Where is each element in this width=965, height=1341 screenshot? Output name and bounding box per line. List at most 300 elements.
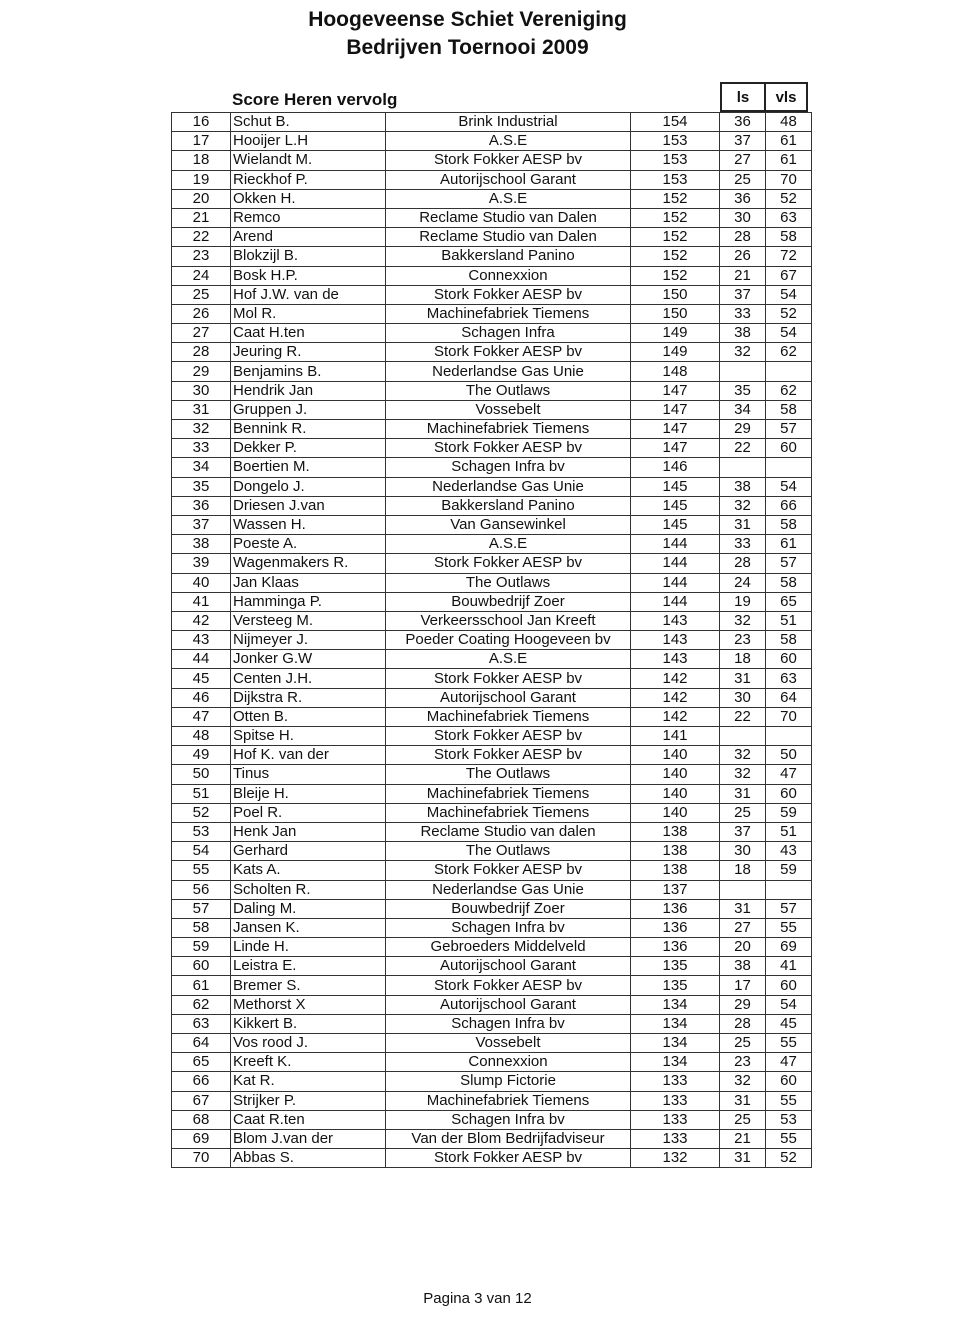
- score-cell: 135: [631, 976, 720, 995]
- ls-cell: 32: [720, 746, 766, 765]
- rank-cell: 55: [172, 861, 231, 880]
- ls-cell: [720, 727, 766, 746]
- ls-cell: 32: [720, 611, 766, 630]
- score-table: [171, 112, 812, 1168]
- table-row: [172, 957, 812, 976]
- ls-cell: 29: [720, 995, 766, 1014]
- ls-cell: 21: [720, 1129, 766, 1148]
- company-cell: Machinefabriek Tiemens: [386, 784, 631, 803]
- name-cell: Centen J.H.: [231, 669, 386, 688]
- company-cell: Poeder Coating Hoogeveen bv: [386, 631, 631, 650]
- score-cell: 152: [631, 228, 720, 247]
- name-cell: Versteeg M.: [231, 611, 386, 630]
- score-cell: 134: [631, 1053, 720, 1072]
- vls-cell: 66: [766, 496, 812, 515]
- table-row: [172, 803, 812, 822]
- table-row: [172, 611, 812, 630]
- ls-cell: [720, 880, 766, 899]
- table-row: [172, 266, 812, 285]
- table-row: [172, 381, 812, 400]
- table-row: [172, 1034, 812, 1053]
- name-cell: Poeste A.: [231, 535, 386, 554]
- table-row: [172, 650, 812, 669]
- score-cell: 147: [631, 400, 720, 419]
- vls-cell: 61: [766, 535, 812, 554]
- table-row: [172, 727, 812, 746]
- name-cell: Gerhard: [231, 842, 386, 861]
- table-row: [172, 285, 812, 304]
- score-cell: 140: [631, 765, 720, 784]
- table-row: [172, 746, 812, 765]
- score-cell: 146: [631, 458, 720, 477]
- vls-cell: 60: [766, 1072, 812, 1091]
- rank-cell: 39: [172, 554, 231, 573]
- ls-cell: 17: [720, 976, 766, 995]
- vls-cell: 52: [766, 189, 812, 208]
- table-row: [172, 477, 812, 496]
- ls-cell: 18: [720, 861, 766, 880]
- table-row: [172, 1129, 812, 1148]
- company-cell: Stork Fokker AESP bv: [386, 976, 631, 995]
- company-cell: Connexxion: [386, 266, 631, 285]
- rank-cell: 24: [172, 266, 231, 285]
- rank-cell: 62: [172, 995, 231, 1014]
- company-cell: The Outlaws: [386, 765, 631, 784]
- name-cell: Arend: [231, 228, 386, 247]
- ls-cell: 31: [720, 899, 766, 918]
- rank-cell: 20: [172, 189, 231, 208]
- vls-cell: 50: [766, 746, 812, 765]
- table-row: [172, 439, 812, 458]
- score-cell: 134: [631, 1034, 720, 1053]
- score-cell: 136: [631, 938, 720, 957]
- rank-cell: 53: [172, 822, 231, 841]
- vls-cell: 63: [766, 208, 812, 227]
- rank-cell: 47: [172, 707, 231, 726]
- rank-cell: 68: [172, 1110, 231, 1129]
- score-cell: 152: [631, 208, 720, 227]
- vls-cell: 55: [766, 1091, 812, 1110]
- company-cell: Autorijschool Garant: [386, 170, 631, 189]
- score-cell: 144: [631, 554, 720, 573]
- ls-cell: 28: [720, 1014, 766, 1033]
- vls-cell: 58: [766, 573, 812, 592]
- ls-cell: 28: [720, 554, 766, 573]
- rank-cell: 19: [172, 170, 231, 189]
- name-cell: Benjamins B.: [231, 362, 386, 381]
- score-cell: 147: [631, 381, 720, 400]
- rank-cell: 59: [172, 938, 231, 957]
- score-cell: 142: [631, 669, 720, 688]
- vls-cell: 54: [766, 995, 812, 1014]
- table-row: [172, 592, 812, 611]
- score-cell: 138: [631, 842, 720, 861]
- company-cell: Stork Fokker AESP bv: [386, 439, 631, 458]
- score-cell: 149: [631, 324, 720, 343]
- score-cell: 152: [631, 247, 720, 266]
- ls-cell: 37: [720, 285, 766, 304]
- ls-cell: 31: [720, 784, 766, 803]
- company-cell: The Outlaws: [386, 381, 631, 400]
- company-cell: Machinefabriek Tiemens: [386, 1091, 631, 1110]
- company-cell: Verkeersschool Jan Kreeft: [386, 611, 631, 630]
- vls-cell: 60: [766, 976, 812, 995]
- score-cell: 142: [631, 688, 720, 707]
- rank-cell: 61: [172, 976, 231, 995]
- score-cell: 154: [631, 113, 720, 132]
- score-cell: 142: [631, 707, 720, 726]
- name-cell: Vos rood J.: [231, 1034, 386, 1053]
- name-cell: Mol R.: [231, 304, 386, 323]
- rank-cell: 36: [172, 496, 231, 515]
- rank-cell: 31: [172, 400, 231, 419]
- name-cell: Poel R.: [231, 803, 386, 822]
- ls-cell: 22: [720, 707, 766, 726]
- score-cell: 132: [631, 1149, 720, 1168]
- vls-cell: 60: [766, 784, 812, 803]
- table-row: [172, 420, 812, 439]
- rank-cell: 58: [172, 918, 231, 937]
- rank-cell: 57: [172, 899, 231, 918]
- rank-cell: 25: [172, 285, 231, 304]
- vls-cell: 52: [766, 1149, 812, 1168]
- vls-cell: 54: [766, 477, 812, 496]
- table-row: [172, 861, 812, 880]
- table-row: [172, 631, 812, 650]
- vls-cell: [766, 880, 812, 899]
- rank-cell: 23: [172, 247, 231, 266]
- vls-cell: 45: [766, 1014, 812, 1033]
- score-cell: 135: [631, 957, 720, 976]
- vls-cell: 61: [766, 132, 812, 151]
- ls-cell: 26: [720, 247, 766, 266]
- rank-cell: 70: [172, 1149, 231, 1168]
- table-row: [172, 1053, 812, 1072]
- name-cell: Daling M.: [231, 899, 386, 918]
- ls-cell: 33: [720, 304, 766, 323]
- ls-cell: 32: [720, 343, 766, 362]
- vls-cell: 41: [766, 957, 812, 976]
- name-cell: Spitse H.: [231, 727, 386, 746]
- name-cell: Gruppen J.: [231, 400, 386, 419]
- company-cell: Nederlandse Gas Unie: [386, 362, 631, 381]
- score-cell: 149: [631, 343, 720, 362]
- table-row: [172, 899, 812, 918]
- score-cell: 153: [631, 170, 720, 189]
- score-cell: 143: [631, 611, 720, 630]
- table-row: [172, 343, 812, 362]
- rank-cell: 30: [172, 381, 231, 400]
- company-cell: Autorijschool Garant: [386, 995, 631, 1014]
- vls-cell: 55: [766, 918, 812, 937]
- table-row: [172, 304, 812, 323]
- rank-cell: 38: [172, 535, 231, 554]
- rank-cell: 27: [172, 324, 231, 343]
- company-cell: The Outlaws: [386, 573, 631, 592]
- table-row: [172, 880, 812, 899]
- vls-cell: 61: [766, 151, 812, 170]
- company-cell: Bouwbedrijf Zoer: [386, 899, 631, 918]
- company-cell: Vossebelt: [386, 400, 631, 419]
- score-cell: 148: [631, 362, 720, 381]
- company-cell: A.S.E: [386, 189, 631, 208]
- company-cell: Reclame Studio van dalen: [386, 822, 631, 841]
- vls-cell: 48: [766, 113, 812, 132]
- name-cell: Kat R.: [231, 1072, 386, 1091]
- rank-cell: 21: [172, 208, 231, 227]
- vls-cell: 60: [766, 650, 812, 669]
- table-row: [172, 842, 812, 861]
- vls-cell: 54: [766, 324, 812, 343]
- company-cell: Stork Fokker AESP bv: [386, 1149, 631, 1168]
- ls-cell: 32: [720, 1072, 766, 1091]
- ls-cell: 18: [720, 650, 766, 669]
- table-row: [172, 362, 812, 381]
- company-cell: Brink Industrial: [386, 113, 631, 132]
- company-cell: Schagen Infra bv: [386, 918, 631, 937]
- vls-cell: 58: [766, 400, 812, 419]
- ls-cell: 23: [720, 1053, 766, 1072]
- table-row: [172, 189, 812, 208]
- column-header-vls: vls: [764, 82, 808, 112]
- table-row: [172, 938, 812, 957]
- name-cell: Bennink R.: [231, 420, 386, 439]
- name-cell: Boertien M.: [231, 458, 386, 477]
- rank-cell: 37: [172, 515, 231, 534]
- ls-cell: 25: [720, 1034, 766, 1053]
- score-cell: 136: [631, 899, 720, 918]
- ls-cell: 35: [720, 381, 766, 400]
- ls-cell: 37: [720, 132, 766, 151]
- vls-cell: 53: [766, 1110, 812, 1129]
- vls-cell: 51: [766, 611, 812, 630]
- rank-cell: 28: [172, 343, 231, 362]
- rank-cell: 60: [172, 957, 231, 976]
- table-row: [172, 132, 812, 151]
- table-row: [172, 688, 812, 707]
- score-cell: 133: [631, 1091, 720, 1110]
- name-cell: Hendrik Jan: [231, 381, 386, 400]
- table-row: [172, 496, 812, 515]
- table-row: [172, 669, 812, 688]
- rank-cell: 42: [172, 611, 231, 630]
- company-cell: Machinefabriek Tiemens: [386, 803, 631, 822]
- ls-cell: 29: [720, 420, 766, 439]
- company-cell: Machinefabriek Tiemens: [386, 420, 631, 439]
- score-cell: 140: [631, 746, 720, 765]
- vls-cell: 51: [766, 822, 812, 841]
- score-cell: 153: [631, 151, 720, 170]
- table-row: [172, 918, 812, 937]
- rank-cell: 64: [172, 1034, 231, 1053]
- score-cell: 136: [631, 918, 720, 937]
- name-cell: Methorst X: [231, 995, 386, 1014]
- company-cell: Stork Fokker AESP bv: [386, 861, 631, 880]
- company-cell: Slump Fictorie: [386, 1072, 631, 1091]
- table-row: [172, 1149, 812, 1168]
- rank-cell: 54: [172, 842, 231, 861]
- score-cell: 143: [631, 650, 720, 669]
- name-cell: Bosk H.P.: [231, 266, 386, 285]
- rank-cell: 18: [172, 151, 231, 170]
- rank-cell: 17: [172, 132, 231, 151]
- rank-cell: 48: [172, 727, 231, 746]
- table-row: [172, 458, 812, 477]
- document-title: Hoogeveense Schiet Vereniging: [308, 8, 627, 31]
- name-cell: Blom J.van der: [231, 1129, 386, 1148]
- name-cell: Caat H.ten: [231, 324, 386, 343]
- section-heading: Score Heren vervolg: [232, 90, 398, 109]
- rank-cell: 49: [172, 746, 231, 765]
- table-row: [172, 554, 812, 573]
- vls-cell: 57: [766, 899, 812, 918]
- table-row: [172, 400, 812, 419]
- name-cell: Kikkert B.: [231, 1014, 386, 1033]
- name-cell: Rieckhof P.: [231, 170, 386, 189]
- name-cell: Blokzijl B.: [231, 247, 386, 266]
- name-cell: Jeuring R.: [231, 343, 386, 362]
- name-cell: Hof J.W. van de: [231, 285, 386, 304]
- score-cell: 137: [631, 880, 720, 899]
- vls-cell: 69: [766, 938, 812, 957]
- company-cell: Nederlandse Gas Unie: [386, 880, 631, 899]
- score-cell: 153: [631, 132, 720, 151]
- score-cell: 150: [631, 304, 720, 323]
- table-row: [172, 822, 812, 841]
- vls-cell: 55: [766, 1034, 812, 1053]
- table-row: [172, 765, 812, 784]
- score-cell: 147: [631, 420, 720, 439]
- name-cell: Nijmeyer J.: [231, 631, 386, 650]
- rank-cell: 43: [172, 631, 231, 650]
- ls-cell: 32: [720, 765, 766, 784]
- name-cell: Hooijer L.H: [231, 132, 386, 151]
- ls-cell: 38: [720, 957, 766, 976]
- name-cell: Okken H.: [231, 189, 386, 208]
- vls-cell: 54: [766, 285, 812, 304]
- page-number: Pagina 3 van 12: [423, 1290, 532, 1307]
- ls-cell: 27: [720, 151, 766, 170]
- table-row: [172, 535, 812, 554]
- rank-cell: 29: [172, 362, 231, 381]
- table-row: [172, 1091, 812, 1110]
- name-cell: Bleije H.: [231, 784, 386, 803]
- score-cell: 150: [631, 285, 720, 304]
- score-cell: 145: [631, 515, 720, 534]
- score-cell: 138: [631, 822, 720, 841]
- ls-cell: 38: [720, 324, 766, 343]
- company-cell: Stork Fokker AESP bv: [386, 669, 631, 688]
- table-row: [172, 573, 812, 592]
- company-cell: Stork Fokker AESP bv: [386, 727, 631, 746]
- rank-cell: 52: [172, 803, 231, 822]
- table-row: [172, 515, 812, 534]
- rank-cell: 69: [172, 1129, 231, 1148]
- name-cell: Otten B.: [231, 707, 386, 726]
- name-cell: Wagenmakers R.: [231, 554, 386, 573]
- table-row: [172, 170, 812, 189]
- name-cell: Hof K. van der: [231, 746, 386, 765]
- ls-cell: [720, 458, 766, 477]
- name-cell: Jansen K.: [231, 918, 386, 937]
- vls-cell: 67: [766, 266, 812, 285]
- name-cell: Wassen H.: [231, 515, 386, 534]
- score-cell: 143: [631, 631, 720, 650]
- score-cell: 133: [631, 1110, 720, 1129]
- vls-cell: 60: [766, 439, 812, 458]
- company-cell: Schagen Infra bv: [386, 1110, 631, 1129]
- company-cell: Reclame Studio van Dalen: [386, 228, 631, 247]
- company-cell: Schagen Infra: [386, 324, 631, 343]
- company-cell: Stork Fokker AESP bv: [386, 554, 631, 573]
- ls-cell: 20: [720, 938, 766, 957]
- company-cell: Schagen Infra bv: [386, 458, 631, 477]
- vls-cell: 72: [766, 247, 812, 266]
- ls-cell: 36: [720, 113, 766, 132]
- vls-cell: 65: [766, 592, 812, 611]
- company-cell: Machinefabriek Tiemens: [386, 304, 631, 323]
- company-cell: A.S.E: [386, 132, 631, 151]
- table-row: [172, 151, 812, 170]
- vls-cell: 70: [766, 707, 812, 726]
- ls-cell: 31: [720, 669, 766, 688]
- name-cell: Scholten R.: [231, 880, 386, 899]
- ls-cell: 30: [720, 842, 766, 861]
- rank-cell: 41: [172, 592, 231, 611]
- ls-cell: [720, 362, 766, 381]
- company-cell: Bouwbedrijf Zoer: [386, 592, 631, 611]
- table-row: [172, 1072, 812, 1091]
- ls-cell: 25: [720, 1110, 766, 1129]
- name-cell: Remco: [231, 208, 386, 227]
- company-cell: Reclame Studio van Dalen: [386, 208, 631, 227]
- table-row: [172, 324, 812, 343]
- rank-cell: 22: [172, 228, 231, 247]
- table-row: [172, 1110, 812, 1129]
- table-row: [172, 995, 812, 1014]
- ls-cell: 36: [720, 189, 766, 208]
- vls-cell: 55: [766, 1129, 812, 1148]
- vls-cell: 62: [766, 343, 812, 362]
- name-cell: Abbas S.: [231, 1149, 386, 1168]
- ls-cell: 31: [720, 1149, 766, 1168]
- vls-cell: [766, 727, 812, 746]
- name-cell: Strijker P.: [231, 1091, 386, 1110]
- company-cell: Connexxion: [386, 1053, 631, 1072]
- score-cell: 152: [631, 266, 720, 285]
- rank-cell: 32: [172, 420, 231, 439]
- score-cell: 144: [631, 573, 720, 592]
- company-cell: A.S.E: [386, 650, 631, 669]
- ls-cell: 21: [720, 266, 766, 285]
- rank-cell: 40: [172, 573, 231, 592]
- name-cell: Jan Klaas: [231, 573, 386, 592]
- name-cell: Hamminga P.: [231, 592, 386, 611]
- column-header-ls: ls: [720, 82, 766, 112]
- company-cell: Stork Fokker AESP bv: [386, 151, 631, 170]
- vls-cell: 58: [766, 515, 812, 534]
- ls-cell: 31: [720, 1091, 766, 1110]
- rank-cell: 35: [172, 477, 231, 496]
- name-cell: Henk Jan: [231, 822, 386, 841]
- score-cell: 140: [631, 784, 720, 803]
- vls-cell: 47: [766, 1053, 812, 1072]
- vls-cell: 70: [766, 170, 812, 189]
- name-cell: Driesen J.van: [231, 496, 386, 515]
- company-cell: Vossebelt: [386, 1034, 631, 1053]
- rank-cell: 34: [172, 458, 231, 477]
- table-row: [172, 1014, 812, 1033]
